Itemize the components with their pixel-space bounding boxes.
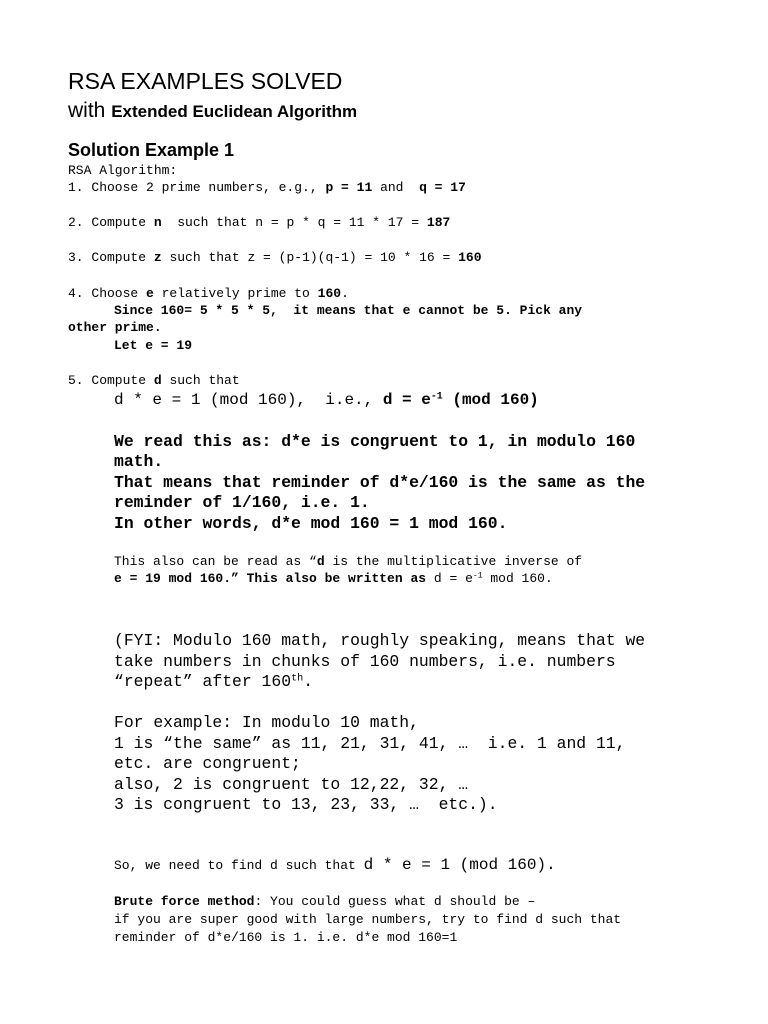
example-line-3: etc. are congruent; [114, 754, 301, 773]
step-4-let: Let e = 19 [114, 338, 193, 353]
read-as-line-1: We read this as: d*e is congruent to 1, in modulo 160 [114, 432, 636, 451]
brute-line-2: if you are super good with large numbers, try to find d such that [114, 912, 622, 927]
fyi-line-3: “repeat” after 160th. [114, 672, 314, 691]
step-4-since: Since 160= 5 * 5 * 5, it means that e cannot be 5. Pick any [114, 303, 583, 318]
doc-subtitle [68, 99, 357, 123]
fyi-line-2: take numbers in chunks of 160 numbers, i.e. numbers [114, 652, 616, 671]
section-title: Solution Example 1 [68, 140, 235, 160]
read-as-line-3: That means that reminder of d*e/160 is the same as the [114, 473, 646, 492]
step-4-other: other prime. [68, 320, 162, 335]
read-as-line-2: math. [114, 452, 164, 471]
read-as-line-4: reminder of 1/160, i.e. 1. [114, 493, 370, 512]
example-line-4: also, 2 is congruent to 12,22, 32, … [114, 775, 469, 794]
brute-line-1: Brute force method: You could guess what d should be – [114, 894, 536, 909]
example-line-5: 3 is congruent to 13, 23, 33, … etc.). [114, 795, 498, 814]
step-4: 4. Choose e relatively prime to 160. [68, 286, 349, 301]
fyi-line-1: (FYI: Modulo 160 math, roughly speaking, means that we [114, 631, 646, 650]
example-line-1: For example: In modulo 10 math, [114, 713, 419, 732]
step-5: 5. Compute d such that [68, 373, 240, 388]
intro-line: RSA Algorithm: [68, 163, 178, 178]
brute-line-3: reminder of d*e/160 is 1. i.e. d*e mod 160=1 [114, 930, 458, 945]
step-1: 1. Choose 2 prime numbers, e.g., p = 11 and q = 17 [68, 180, 466, 195]
step-2: 2. Compute n such that n = p * q = 11 * 17 = 187 [68, 215, 451, 230]
subtitle-rest: Extended Euclidean Algorithm [111, 102, 358, 121]
also-read-line-1: This also can be read as “d is the multiplicative inverse of [114, 554, 583, 569]
also-read-line-2: e = 19 mod 160.” This also be written as $d = e^{-1}$ mod 160. [114, 571, 553, 586]
step-3: 3. Compute z such that z = (p-1)(q-1) = 10 * 16 = 160 [68, 250, 482, 265]
example-line-2: 1 is “the same” as 11, 21, 31, 41, … i.e. 1 and 11, [114, 734, 626, 753]
step-5-formula: d * e = 1 (mod 160), i.e., $d = e^{-1}$ (mod 160) [114, 390, 539, 409]
doc-title: RSA EXAMPLES SOLVED [68, 68, 343, 94]
read-as-line-5: In other words, d*e mod 160 = 1 mod 160. [114, 514, 508, 533]
need-line: So, we need to find d such that d * e = 1 (mod 160). [114, 856, 556, 874]
subtitle-with: with [68, 99, 106, 122]
